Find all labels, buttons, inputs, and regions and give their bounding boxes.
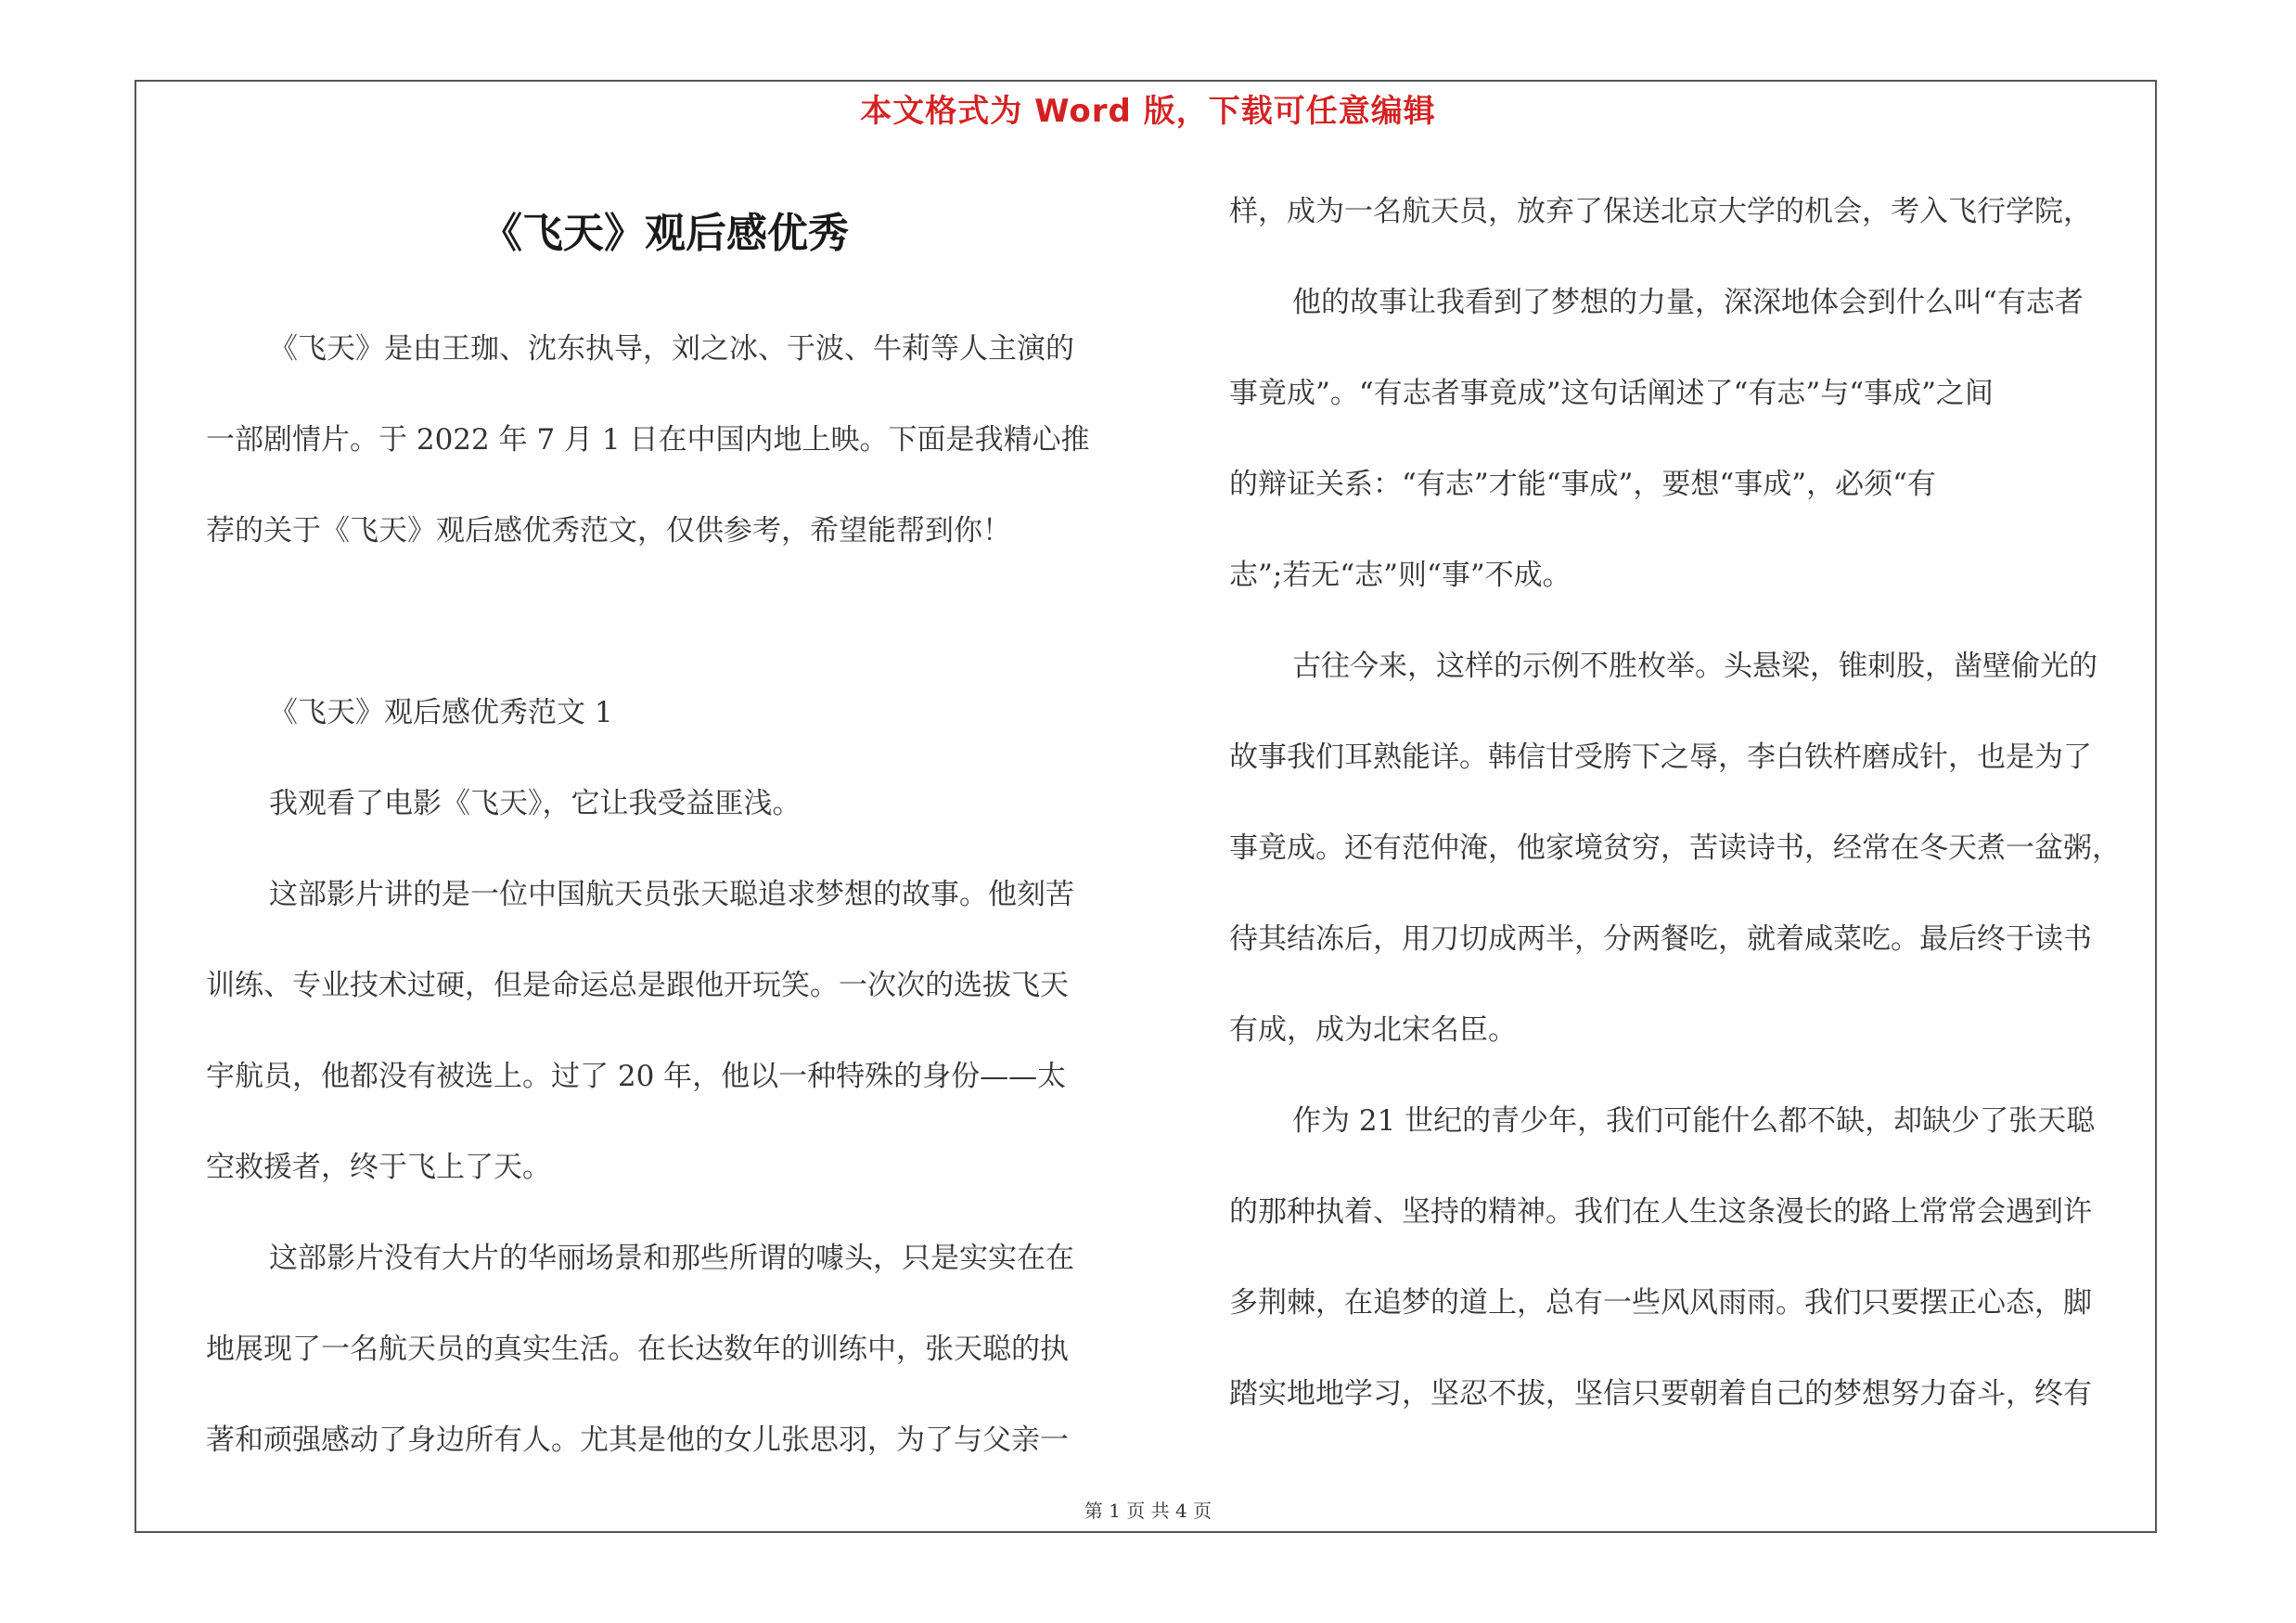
right-line: 踏实地地学习，坚忍不拔，坚信只要朝着自己的梦想努力奋斗，终有 — [1229, 1377, 2092, 1410]
left-line: 训练、专业技术过硬，但是命运总是跟他开玩笑。一次次的选拔飞天 — [206, 969, 1069, 1002]
right-line: 故事我们耳熟能详。韩信甘受胯下之辱，李白铁杵磨成针，也是为了 — [1229, 741, 2092, 774]
right-line: 样，成为一名航天员，放弃了保送北京大学的机会，考入飞行学院， — [1229, 195, 2092, 228]
word-format-banner: 本文格式为 Word 版，下载可任意编辑 — [860, 93, 1436, 130]
left-line: 这部影片讲的是一位中国航天员张天聪追求梦想的故事。他刻苦 — [269, 878, 1074, 911]
right-line: 待其结冻后，用刀切成两半，分两餐吃，就着咸菜吃。最后终于读书 — [1229, 922, 2092, 956]
left-line: 空救援者，终于飞上了天。 — [206, 1151, 551, 1184]
left-line: 地展现了一名航天员的真实生活。在长达数年的训练中，张天聪的执 — [206, 1333, 1069, 1366]
right-line: 古往今来，这样的示例不胜枚举。头悬梁，锥刺股，凿壁偷光的 — [1292, 650, 2097, 683]
right-line: 多荆棘，在追梦的道上，总有一些风风雨雨。我们只要摆正心态，脚 — [1229, 1286, 2092, 1320]
left-line: 《飞天》是由王珈、沈东执导，刘之冰、于波、牛莉等人主演的 — [269, 332, 1074, 366]
left-line: 宇航员，他都没有被选上。过了 20 年，他以一种特殊的身份——太 — [206, 1060, 1067, 1093]
right-line: 他的故事让我看到了梦想的力量，深深地体会到什么叫“有志者 — [1292, 286, 2084, 319]
right-line: 事竟成”。“有志者事竟成”这句话阐述了“有志”与“事成”之间 — [1229, 377, 1994, 410]
left-line: 著和顽强感动了身边所有人。尤其是他的女儿张思羽，为了与父亲一 — [206, 1423, 1069, 1457]
left-line: 我观看了电影《飞天》，它让我受益匪浅。 — [269, 787, 802, 820]
right-line: 的辩证关系：“有志”才能“事成”，要想“事成”，必须“有 — [1229, 468, 1936, 501]
right-line: 有成，成为北宋名臣。 — [1229, 1013, 1517, 1047]
left-line: 这部影片没有大片的华丽场景和那些所谓的噱头，只是实实在在 — [269, 1242, 1074, 1275]
section-heading: 《飞天》观后感优秀范文 1 — [269, 696, 613, 729]
right-line: 作为 21 世纪的青少年，我们可能什么都不缺，却缺少了张天聪 — [1292, 1104, 2096, 1138]
document-title: 《飞天》观后感优秀 — [481, 210, 849, 257]
right-line: 志”;若无“志”则“事”不成。 — [1229, 559, 1571, 592]
left-line: 一部剧情片。于 2022 年 7 月 1 日在中国内地上映。下面是我精心推 — [206, 423, 1090, 457]
page-number: 第 1 页 共 4 页 — [1084, 1500, 1212, 1522]
left-line: 荐的关于《飞天》观后感优秀范文，仅供参考，希望能帮到你！ — [206, 514, 1011, 547]
right-line: 事竟成。还有范仲淹，他家境贫穷，苦读诗书，经常在冬天煮一盆粥， — [1229, 831, 2121, 865]
right-line: 的那种执着、坚持的精神。我们在人生这条漫长的路上常常会遇到许 — [1229, 1195, 2092, 1229]
